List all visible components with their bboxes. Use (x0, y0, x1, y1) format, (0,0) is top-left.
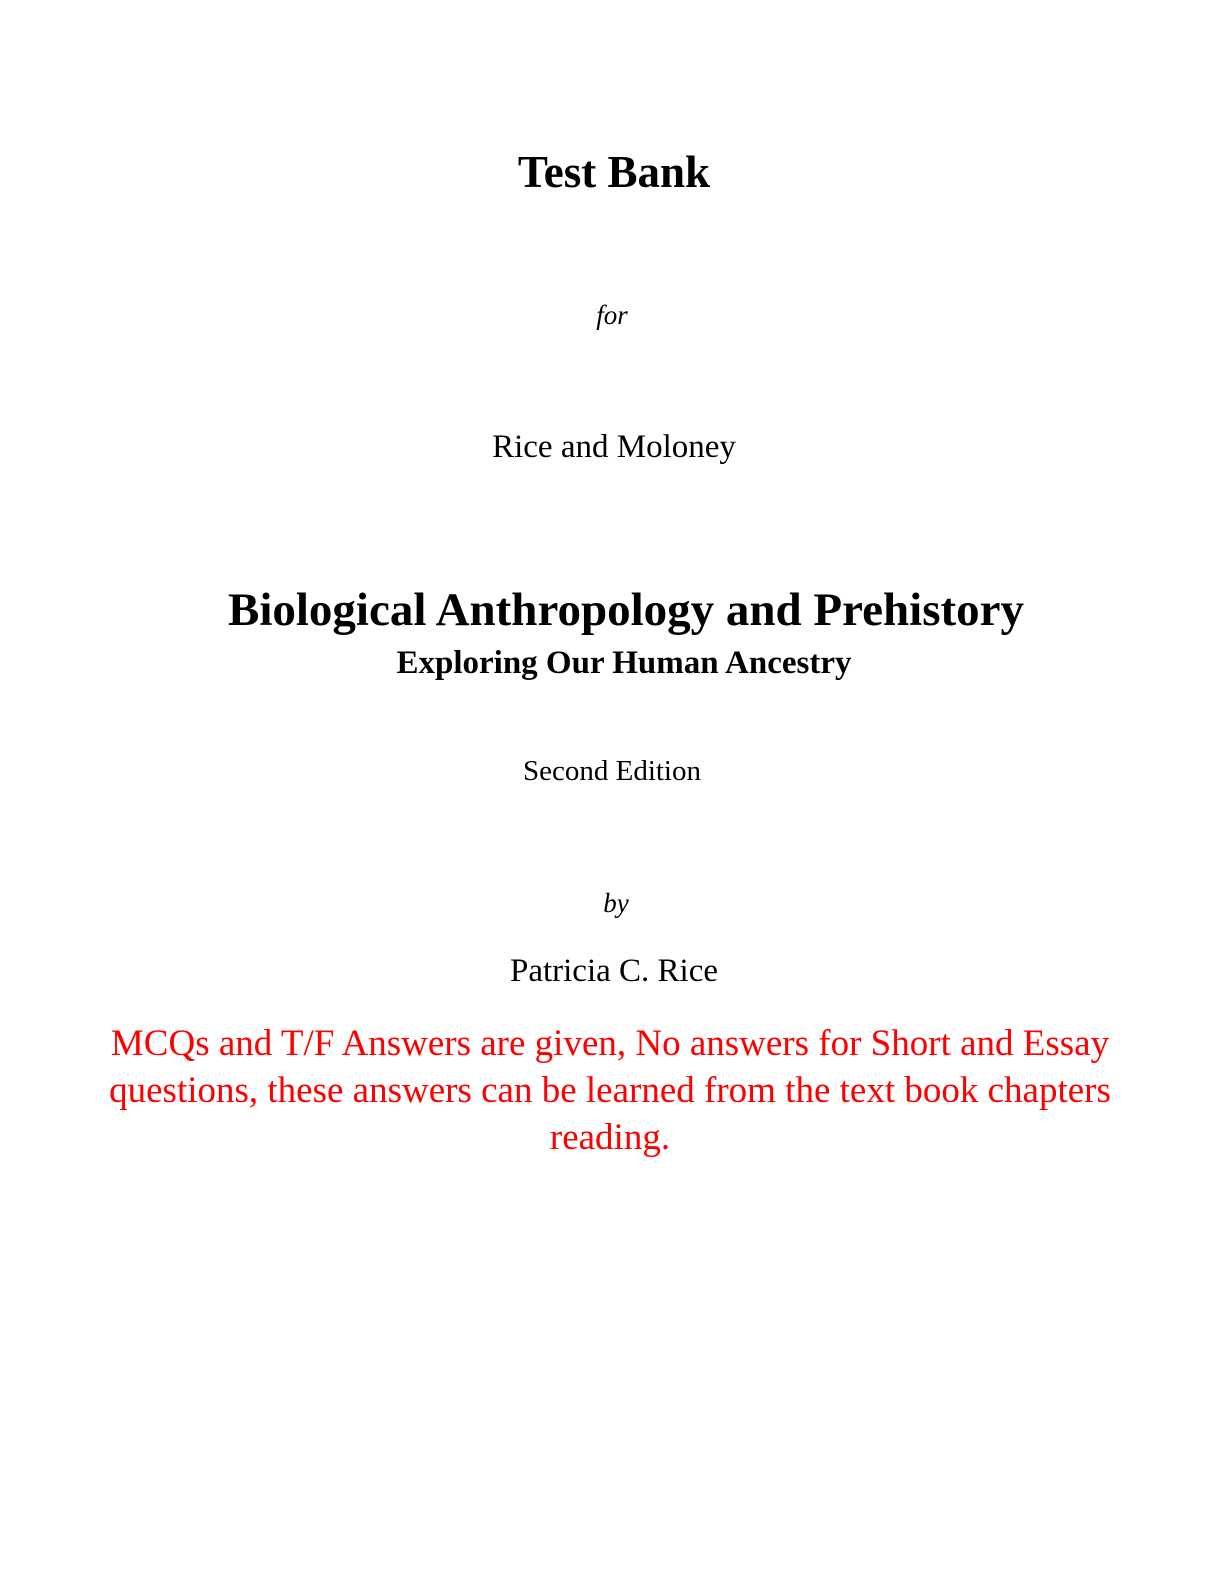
book-title: Biological Anthropology and Prehistory (227, 584, 1025, 636)
edition-label: Second Edition (522, 755, 701, 787)
page-title: Test Bank (517, 147, 711, 197)
textbook-authors: Rice and Moloney (492, 429, 736, 465)
for-label: for (596, 300, 628, 330)
book-subtitle: Exploring Our Human Ancestry (396, 645, 852, 681)
test-bank-author: Patricia C. Rice (509, 953, 719, 989)
by-label: by (603, 888, 629, 918)
answers-notice: MCQs and T/F Answers are given, No answers for Short and Essay questions, these answers can be learned from the text book chapters reading. (109, 1023, 1111, 1158)
